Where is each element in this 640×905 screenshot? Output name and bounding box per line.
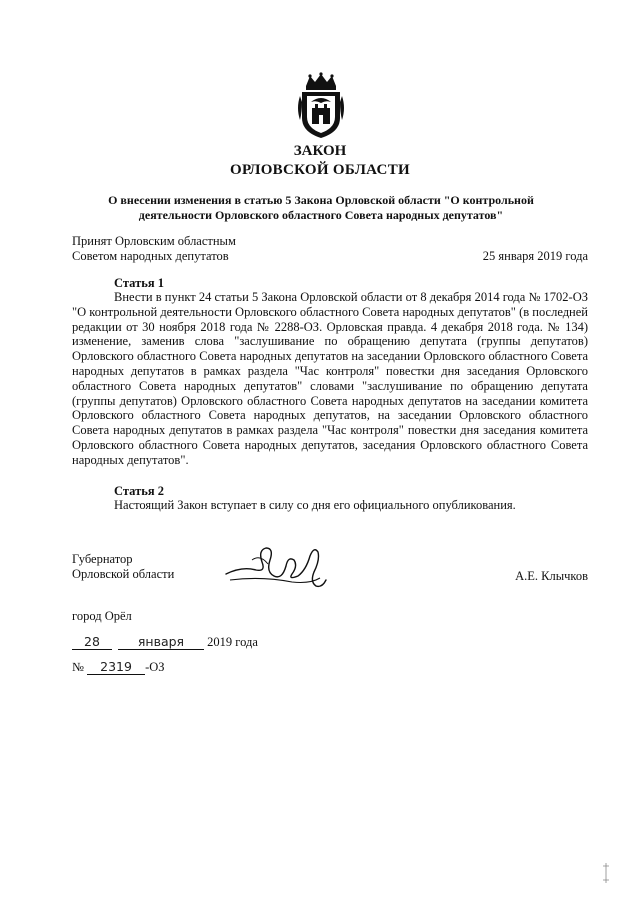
law-subject [72, 193, 570, 223]
article-2-text: Настоящий Закон вступает в силу со дня его официального опубликования. [114, 498, 516, 512]
signing-month: января [118, 634, 204, 650]
adoption-info [72, 234, 236, 264]
document-title: ЗАКОН [293, 143, 347, 159]
law-number-prefix: № [72, 660, 84, 674]
signing-date [72, 634, 258, 650]
document-region: ОРЛОВСКОЙ ОБЛАСТИ [230, 162, 410, 178]
adoption-line-1: Принят Орловским областным [72, 234, 236, 248]
law-number-value: 2319 [87, 659, 145, 675]
signatory-title [72, 552, 174, 582]
coat-of-arms-icon [296, 72, 346, 140]
handwritten-signature [222, 542, 332, 592]
margin-mark [602, 862, 610, 884]
signatory-title-line-1: Губернатор [72, 552, 133, 566]
adoption-line-2: Советом народных депутатов [72, 249, 229, 263]
signing-city: город Орёл [72, 609, 132, 623]
signing-day: 28 [72, 634, 112, 650]
article-1-text: Внести в пункт 24 статьи 5 Закона Орловской области от 8 декабря 2014 года № 1702-ОЗ "О контрольной деятельности Орловского областного Совета народных депутатов" (в последней редакции от 30 ноября 2018 года № 2288-ОЗ. Орловская правда. 4 декабря 2018 года. № 134) изменение, заменив слова "заслушивание по обращению депутата (группы депутатов) Орловского областного Совета народных депутатов на заседании Орловского областного Совета народных депутатов в рамках раздела "Час контроля" повестки дня заседания Орловского областного Совета народных депутатов" словами "заслушивание по обращению депутата (группы депутатов) Орловского областного Совета народных депутатов на заседании комитета Орловского областного Совета народных депутатов, на заседании Орловского областного Совета народных депутатов в рамках раздела "Час контроля" повестки дня заседания комитета Орловского областного Совета народных депутатов, заседания Орловского областного Совета народных депутатов". [72, 290, 588, 467]
adoption-date: 25 января 2019 года [482, 249, 588, 263]
law-subject-line-2: деятельности Орловского областного Совета народных депутатов" [138, 208, 504, 222]
signatory-name: А.Е. Клычков [515, 569, 588, 583]
article-2-heading: Статья 2 [114, 484, 164, 498]
article-1-heading: Статья 1 [114, 276, 164, 290]
law-number-suffix: -ОЗ [145, 660, 165, 674]
law-subject-line-1: О внесении изменения в статью 5 Закона Орловской области "О контрольной [108, 193, 534, 207]
signatory-title-line-2: Орловской области [72, 567, 175, 581]
law-number [72, 659, 165, 675]
signing-year: 2019 года [207, 635, 258, 649]
